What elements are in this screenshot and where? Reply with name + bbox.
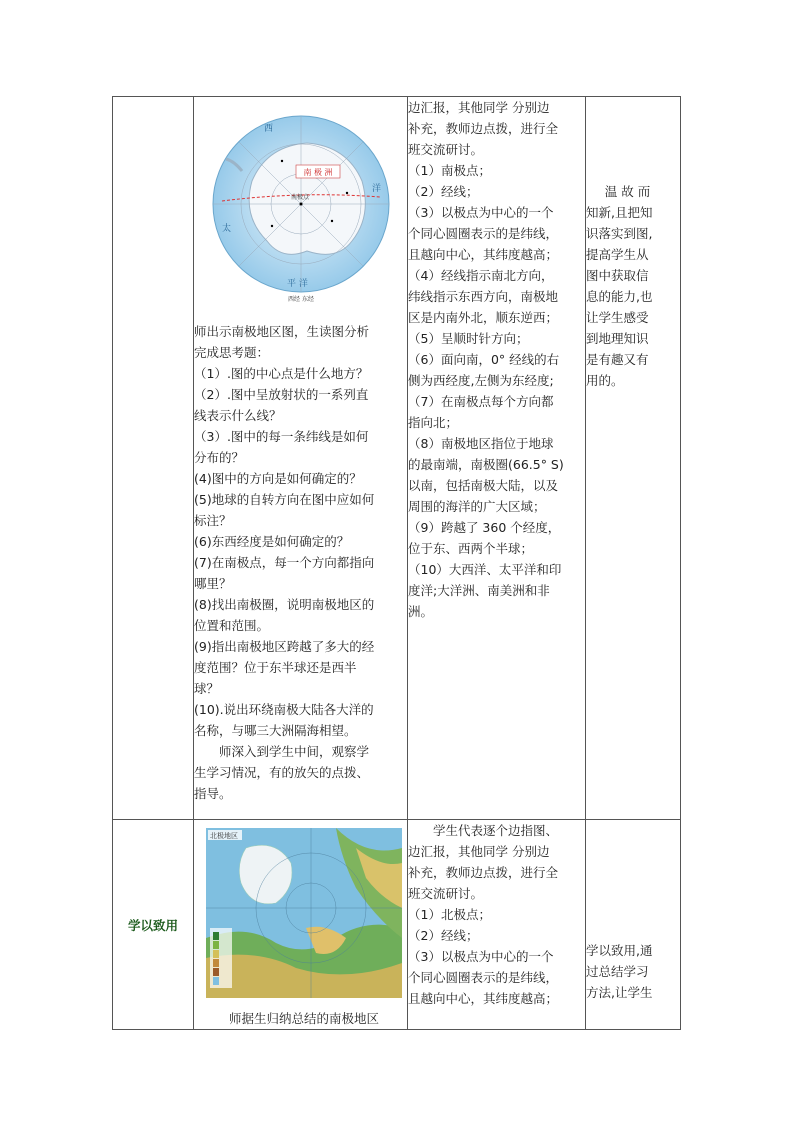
text-line: (7)在南极点，每一个方向都指向 [194,555,375,570]
text-line: 纬线指示东西方向，南极地 [408,289,559,304]
text-line: 图中获取信 [586,268,649,283]
text-line: 边汇报，其他同学 分别边 [408,844,550,859]
text-line: 是有趣又有 [586,352,649,367]
text-line: 个同心圆圈表示的是纬线， [408,970,559,985]
text-line: 补充，教师边点拨，进行全 [408,121,559,136]
map-label-ocean-right: 洋 [371,184,381,194]
text-line: 让学生感受 [586,310,649,325]
text-line: 师出示南极地区图，生读图分析 [194,324,370,339]
map-title: 南 极 洲 [302,168,333,177]
lesson-table [112,96,681,1030]
text-line: （9）跨越了 360 个经度， [408,520,561,535]
text-line: (10).说出环绕南极大陆各大洋的 [194,702,374,717]
text-line: 线表示什么线？ [194,408,282,423]
text-line: 到地理知识 [586,331,649,346]
text-line: 以南，包括南极大陆，以及 [408,478,559,493]
teacher-activity-cell-2 [194,820,408,1030]
text-line: 分布的？ [194,450,245,465]
text-line: 师深入到学生中间，观察学 [219,744,370,759]
text-line: （1）南极点； [408,163,491,178]
design-intent-cell-2 [586,820,681,1030]
student-activity-cell-2 [408,820,586,1030]
text-line: 学以致用,通 [586,943,653,958]
text-line: 度范围？位于东半球还是西半 [194,660,357,675]
text-line: 侧为西经度,左侧为东经度; [408,373,554,388]
student-activity-cell [408,97,586,820]
text-line: 哪里？ [194,576,232,591]
student-answers [408,97,585,622]
text-line: 知新,且把知 [586,205,653,220]
text-line: 识落实到图, [586,226,653,241]
map-label-ocean-left: 太 [221,224,231,234]
text-line: 息的能力,也 [586,289,653,304]
design-intent-cell [586,97,681,820]
text-line: （6）面向南，0° 经线的右 [408,352,560,367]
text-line: 且越向中心，其纬度越高； [408,247,559,262]
text-line: 过总结学习 [586,964,649,979]
text-line: 提高学生从 [586,247,649,262]
text-line: （7）在南极点每个方向都 [408,394,554,409]
text-line: 指导。 [194,786,232,801]
student-answers-2 [408,820,585,1009]
text-line: 温 故 而 [604,184,651,199]
text-line: （3）以极点为中心的一个 [408,205,554,220]
text-line: 师据生归纳总结的南极地区 [229,1011,380,1026]
text-line: （3）以极点为中心的一个 [408,949,554,964]
section-label-apply: 学以致用 [113,820,194,1030]
table-row [113,820,681,1030]
text-line: (6)东西经度是如何确定的？ [194,534,350,549]
text-line: (9)指出南极地区跨越了多大的经 [194,639,375,654]
text-line: 标注？ [194,513,232,528]
text-line: 位于东、西两个半球； [408,541,534,556]
text-line: （8）南极地区指位于地球 [408,436,554,451]
section-cell-empty [113,97,194,820]
text-line: 个同心圆圈表示的是纬线， [408,226,559,241]
map-label-ocean-bottom: 平 洋 [286,279,308,289]
text-line: （4）经线指示南北方向， [408,268,554,283]
text-line: 补充，教师边点拨，进行全 [408,865,559,880]
text-line: （5）呈顺时针方向； [408,331,529,346]
text-line: 生学习情况，有的放矢的点拨、 [194,765,370,780]
map-label-bottom: 西经 东经 [287,296,314,303]
text-line: (5)地球的自转方向在图中应如何 [194,492,375,507]
text-line: 区是内南外北，顺东逆西； [408,310,559,325]
text-line: 指向北； [408,415,459,430]
text-line: 边汇报，其他同学 分别边 [408,100,550,115]
map-label-ocean-top: 西 [263,124,273,134]
design-intent-text-2 [586,820,680,1003]
text-line: 学生代表逐个边指图、 [433,823,559,838]
text-line: （2）.图中呈放射状的一系列直 [194,387,369,402]
text-line: 位置和范围。 [194,618,270,633]
text-line: （3）.图中的每一条纬线是如何 [194,429,369,444]
text-line: 周围的海洋的广大区域； [408,499,546,514]
text-line: （10）大西洋、太平洋和印 [408,562,562,577]
text-line: 度洋;大洋洲、南美洲和非 [408,583,550,598]
map-legend [210,928,232,988]
text-line: （2）经线； [408,184,479,199]
table-row [113,97,681,820]
arctic-map-label: 北极地区 [210,832,238,840]
text-line: （1）.图的中心点是什么地方？ [194,366,369,381]
text-line: （2）经线； [408,928,479,943]
teacher-summary [194,1008,407,1029]
text-line: 名称，与哪三大洲隔海相望。 [194,723,357,738]
text-line: 用的。 [586,373,624,388]
teacher-activity-cell [194,97,408,820]
arctic-map-image [206,828,402,998]
text-line: 的最南端，南极圈(66.5° S) [408,457,564,472]
text-line: 班交流研讨。 [408,886,484,901]
text-line: 球？ [194,681,220,696]
text-line: 完成思考题： [194,345,270,360]
design-intent-text [586,97,680,391]
teacher-questions [194,321,407,804]
text-line: (8)找出南极圈，说明南极地区的 [194,597,375,612]
text-line: 班交流研讨。 [408,142,484,157]
text-line: (4)图中的方向是如何确定的？ [194,471,362,486]
map-label-south-pole: 南极点 [290,194,309,201]
text-line: （1）北极点； [408,907,491,922]
text-line: 方法,让学生 [586,985,653,1000]
antarctica-map-image [212,101,390,307]
text-line: 洲。 [408,604,434,619]
text-line: 且越向中心，其纬度越高； [408,991,559,1006]
